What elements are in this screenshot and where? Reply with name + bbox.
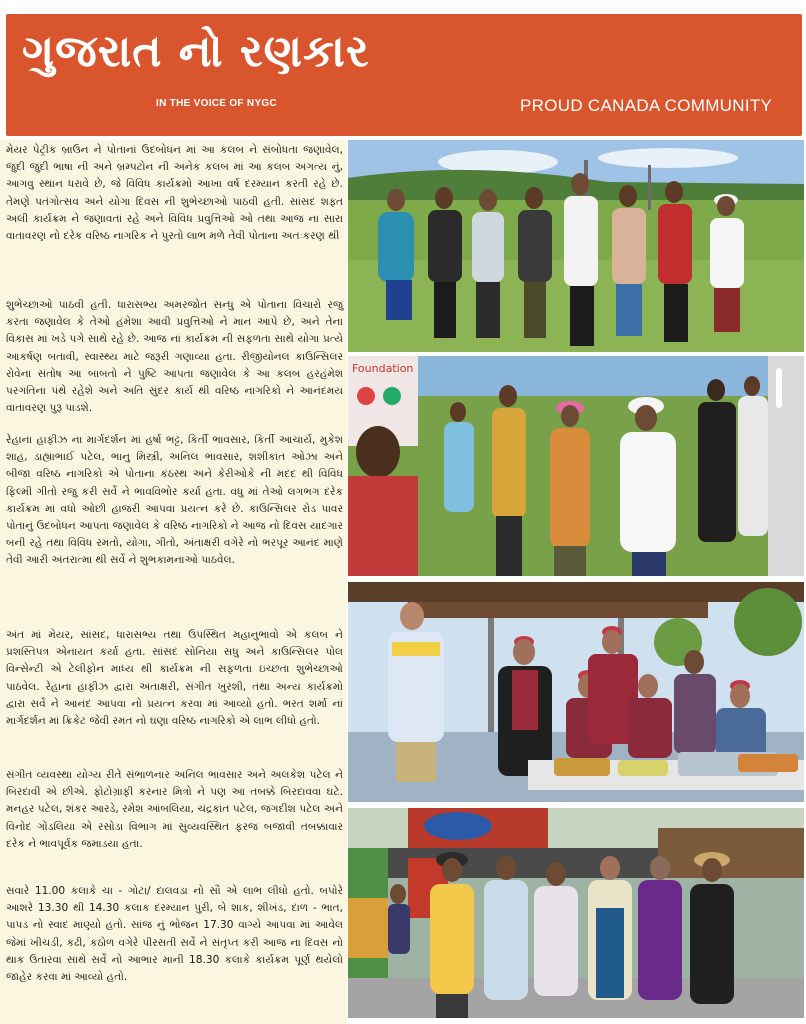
foundation-sign-text: Foundation [352,362,414,375]
article-paragraph-1: મેયર પેટ્રીક બ્રાઉન ને પોતાનાં ઉદબોધન માં આ કલબ ને સંબોધતા જણાવેલ, જુદી જુદી ભાષા ની અને બ્રમ્પટોન ની અનેક કલબ માં આ કલબ અગત્ય નું, આગવુ સ્થાન ધરાવે છે, જે વિવિધ કાર્યક્રમો આખા વર્ષ દરમ્યાન કરતી રહે છે. તેમણે પતંગોત્સવ અને યોગા દિવસ ની શુભેચ્છાઓ પાઠવી હતી. સાંસદ શફ્ત અલી કાર્યક્રમ ને જણાવતાં રહે અને વિવિધ પ્રવુત્તિઓ ઓ તથા આજ ના સારા વાતાવરણ નો દરેક વરિષ્ઠ નાગરિક ને પુરતો લાભ મળે તેવી પોતાના અતઃકરણ થી [6,144,343,243]
masthead-tagline: PROUD CANADA COMMUNITY [520,96,773,115]
masthead-subtitle: IN THE VOICE OF NYGC [156,98,278,109]
photo-group-at-train [348,808,804,1018]
masthead-title: ગુજરાત નો રણકાર [22,26,370,77]
article-column [0,140,347,1024]
article-paragraph-2: શુભેચ્છાઓ પાઠવી હતી. ધારાસભ્ય અમરજોત સન્ધુ એ પોતાના વિચારો રજુ કરતા જણાવેલ કે તેઓ હંમેશા આવી પ્રવુત્તિઓ ને માન આપે છે, અને તેના વિકાસ માં ખડે પગે સાથે રહે છે. આજ નાં કાર્યક્રમ ની સફળતા સાથે યોગા પ્રત્યે આકર્ષણ બતાવી, સ્વાસ્થ્ય માટે જરૂરી ગણાવ્યા હતા. રીજીયોનલ કાઉન્સિલર રોવેના સંતોષ આ બાબતો ને પુષ્ટિ આપતા જણાવેલ કે આ કલબ હરહંમેશ પરગતિના પંથે રહેશે અને અતિ સુંદર કાર્ય થી વરિષ્ઠ નાગરિકો ને આનંદમય વાતાવરણ પુરૂ પાડશે. [6,299,343,415]
photo-group-on-lawn [348,140,804,352]
newspaper-header [0,0,806,138]
article-paragraph-6: સવારે 11.00 કલાકે ચા - ગોટા/ દાલવડા નો સૌ એ લાભ લીધો હતો. બપોરે આશરે 13.30 થી 14.30 કલાક દરમ્યાન પુરી, બે શાક, શીખંડ, દાળ - ભાત, પાપડ નો સ્વાદ માણ્યો હતો. સાંજ નું ભોજન 17.30 વાગ્યે આપવા માં આવેલ જેમાં ખીચડી, કઢી, કઠોળ વગેરે પીરસતી સર્વે ને સંતૃપ્ત કરી આજ ના દિવસ નો થાક ઉતારવા સાથે સર્વે નો આભાર માની 18.30 કલાકે કાર્યક્રમ પૂર્ણ થયેલો જાહેર કરવા માં આવ્યો હતો. [6,885,343,984]
photo-kitchen-volunteers [348,582,804,802]
article-paragraph-3: રેહાના હાફીઝ ના માર્ગદર્શન માં હર્ષા ભટ્ટ, કિર્તી ભાવસાર, કિર્તી આચાર્ય, મુકેશ શાહ, ડાહ્યાભાઈ પટેલ, ભાનુ મિસ્ત્રી, અનિલ ભાવસાર, શશીકાંત ઓઝા અને બીજા વરિષ્ઠ નાગરિકો એ પોતાના કંઠસ્થ અને કેરીઓકે ની મદદ થી વિવિધ ફિલ્મી ગીતો રજુ કરી સર્વે ને ભાવવિભોર કર્યા હતા. વધુ માં તેઓ લગભગ દરેક કાર્યક્રમ માં વધો ઓછી હાજરી આપવા પ્રયત્ન કરે છે. કાઉન્સિલર રોડ પાવર પોતાનું ઉદબોધન આપતા જણાવેલ કે વરિષ્ઠ નાગરિકો ને આજ નો દિવસ યાદગાર બની રહે તથા વિવિધ રમતો, યોગા, ગીતો, અંતાક્ષરી વગેરે નો ભરપૂર આનંદ માણે તેવી આરી અંતરાત્મા થી સર્વે ને શુભકામનાઓ પાઠવેલ. [6,434,343,567]
article-paragraph-4: અંત માં મેયર, સાંસદ, ધારાસભ્ય તથા ઉપસ્થિત મહાનુભાવો એ કલબ ને પ્રશસ્તિપત્ર એનાયત કર્યા હતા. સાંસદ સોનિયા સધુ અને કાઉન્સિલર પોલ વિન્સેન્ટી એ ટેલીફોન માધ્ય થી કાર્યક્રમ ની સફળતા ઇચ્છતા શુભેચ્છાઓ પાઠવેલ. રેહાના હાફીઝ દ્વારા અંતાક્ષરી, સંગીત ખુરશી, તથા અન્ય કાર્યક્રમો દ્વારા સર્વે ને આનંદ આપવા નો પ્રયત્ન કરવા માં આવ્યો હતો. ભરત શર્મા નાં માર્ગદર્શન માં ક્રિકેટ જેવી રમત નો ઘણા વરિષ્ઠ નાગરિકો એ લાભ લીધો હતો. [6,629,343,728]
article-paragraph-5: સંગીત વ્યવસ્થા યોગ્ય રીતે સંભાળનાર અનિલ ભાવસાર અને અલકેશ પટેલ ને બિરદાવી એ છીએ. ફોટોગ્રાફી કરનાર મિત્રો ને પણ આ તબક્કે બિરદાવવા ઘટે. મનહર પટેલ, શંકર આરડે, રમેશ આંબલિયા, ચંદ્રકાંત પટેલ, જગદીશ પટેલ અને વિનોદ ગોંડલિયા એ રસોડા વિભાગ માં સુવ્યવસ્થિત ફરજ બજાવી તબક્કાવાર દરેક ને ભાવપૂર્વક જમાડયા હતા. [6,769,343,850]
photo-women-dancing [348,356,804,576]
